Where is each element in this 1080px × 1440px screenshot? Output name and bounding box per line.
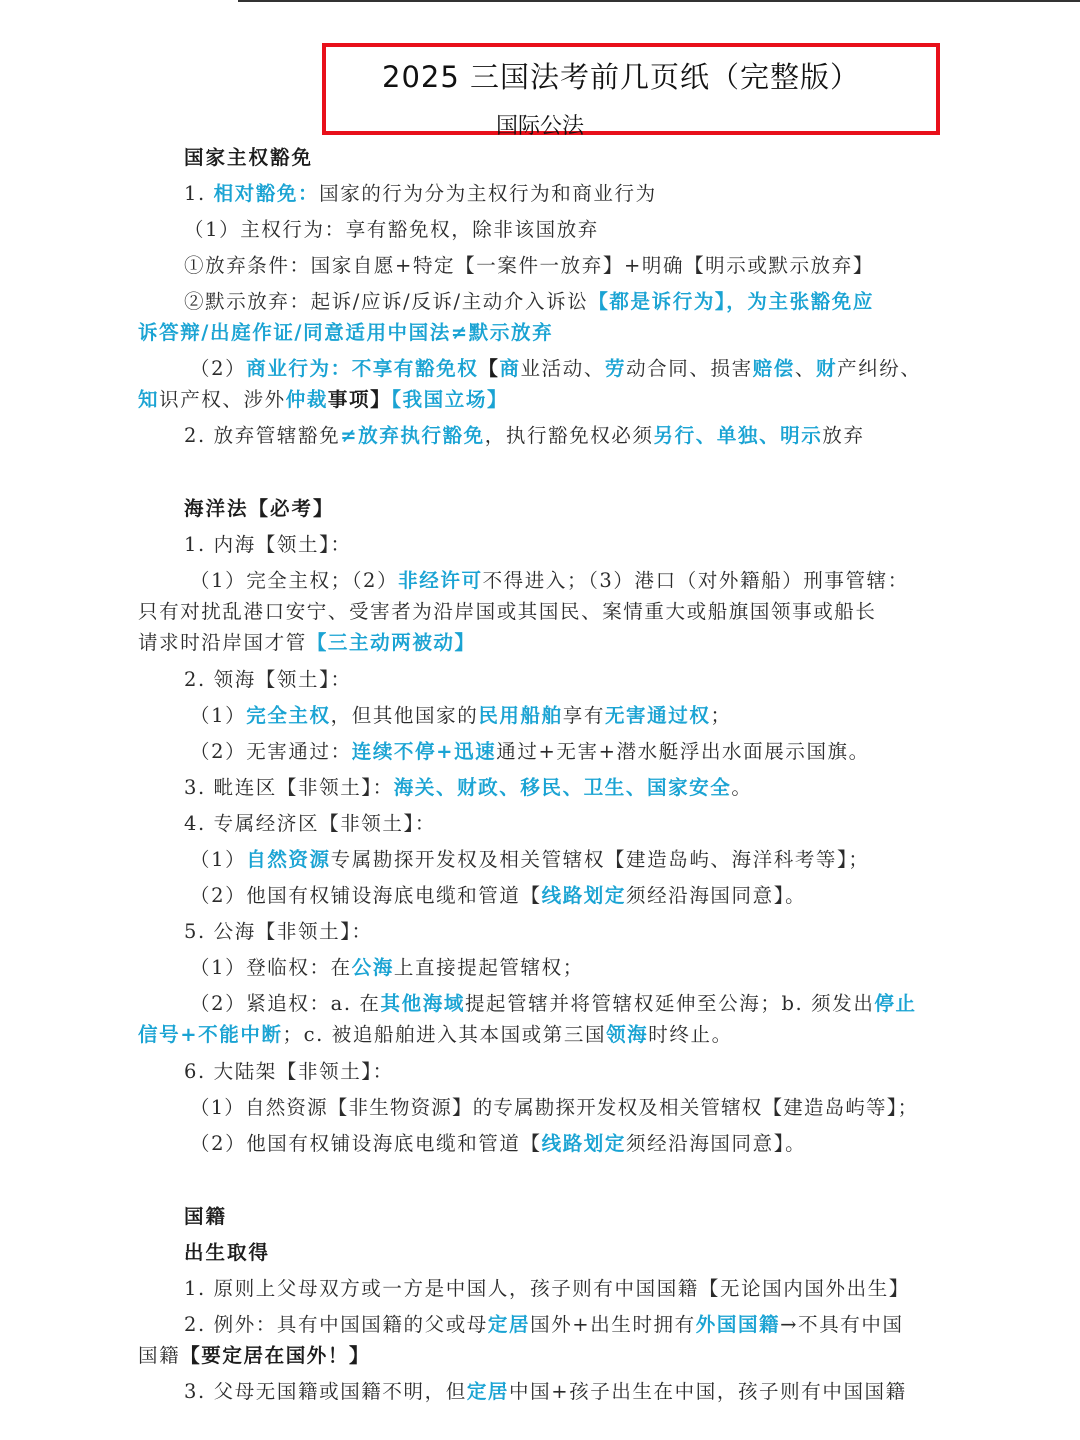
paragraph-line: （1）主权行为：享有豁免权，除非该国放弃: [184, 218, 599, 241]
paragraph-line: （1）自然资源【非生物资源】的专属勘探开发权及相关管辖权【建造岛屿等】；: [190, 1096, 919, 1119]
section-heading-law-of-sea: 海洋法【必考】: [184, 497, 335, 520]
section-heading-nationality: 国籍: [184, 1205, 228, 1228]
paragraph-line: 4. 专属经济区【非领土】：: [184, 812, 436, 835]
paragraph-line: 诉答辩/出庭作证/同意适用中国法≠默示放弃: [138, 321, 554, 344]
paragraph-line: 3. 毗连区【非领土】：海关、财政、移民、卫生、国家安全。: [184, 776, 753, 799]
paragraph-line: （1）完全主权，但其他国家的民用船舶享有无害通过权；: [190, 704, 732, 727]
title-frame: [322, 43, 940, 139]
paragraph-line: （2）他国有权铺设海底电缆和管道【线路划定须经沿海国同意】。: [190, 884, 807, 907]
paragraph-line: 1. 相对豁免：国家的行为分为主权行为和商业行为: [184, 182, 657, 205]
paragraph-line: （1）完全主权；（2）非经许可不得进入；（3）港口（对外籍船）刑事管辖：: [190, 569, 909, 592]
paragraph-line: 5. 公海【非领土】：: [184, 920, 373, 943]
paragraph-line: 信号+不能中断；c. 被追船舶进入其本国或第三国领海时终止。: [138, 1023, 733, 1046]
paragraph-line: 2. 例外：具有中国国籍的父或母定居国外+出生时拥有外国国籍→不具有中国: [184, 1313, 904, 1336]
paragraph-line: 国籍【要定居在国外！】: [138, 1344, 371, 1367]
page-subtitle: 国际公法: [496, 114, 585, 139]
paragraph-line: （1）自然资源专属勘探开发权及相关管辖权【建造岛屿、海洋科考等】；: [190, 848, 870, 871]
paragraph-line: （2）紧追权：a. 在其他海域提起管辖并将管辖权延伸至公海；b. 须发出停止: [190, 992, 917, 1015]
paragraph-line: 3. 父母无国籍或国籍不明，但定居中国+孩子出生在中国，孩子则有中国国籍: [184, 1380, 907, 1403]
paragraph-line: （2）商业行为：不享有豁免权【商业活动、劳动合同、损害赔偿、财产纠纷、: [190, 357, 922, 380]
paragraph-line: 6. 大陆架【非领土】：: [184, 1060, 394, 1083]
top-rule: [238, 0, 1080, 2]
paragraph-line: ②默示放弃：起诉/应诉/反诉/主动介入诉讼【都是诉行为】，为主张豁免应: [184, 290, 874, 313]
paragraph-line: （2）他国有权铺设海底电缆和管道【线路划定须经沿海国同意】。: [190, 1132, 807, 1155]
paragraph-line: 只有对扰乱港口安宁、受害者为沿岸国或其国民、案情重大或船旗国领事或船长: [138, 600, 877, 623]
paragraph-line: 1. 内海【领土】：: [184, 533, 352, 556]
subsection-heading-birth: 出生取得: [184, 1241, 271, 1264]
paragraph-line: 2. 领海【领土】：: [184, 668, 352, 691]
paragraph-line: 1. 原则上父母双方或一方是中国人，孩子则有中国国籍【无论国内国外出生】: [184, 1277, 910, 1300]
paragraph-line: （2）无害通过：连续不停+迅速通过+无害+潜水艇浮出水面展示国旗。: [190, 740, 870, 763]
paragraph-line: （1）登临权：在公海上直接提起管辖权；: [190, 956, 584, 979]
paragraph-line: ①放弃条件：国家自愿+特定【一案件一放弃】+明确【明示或默示放弃】: [184, 254, 874, 277]
paragraph-line: 请求时沿岸国才管【三主动两被动】: [138, 631, 476, 654]
paragraph-line: 知识产权、涉外仲裁事项】【我国立场】: [138, 388, 509, 411]
section-heading-sovereign-immunity: 国家主权豁免: [184, 146, 314, 169]
paragraph-line: 2. 放弃管辖豁免≠放弃执行豁免，执行豁免权必须另行、单独、明示放弃: [184, 424, 865, 447]
page-title: 2025 三国法考前几页纸（完整版）: [382, 60, 861, 94]
